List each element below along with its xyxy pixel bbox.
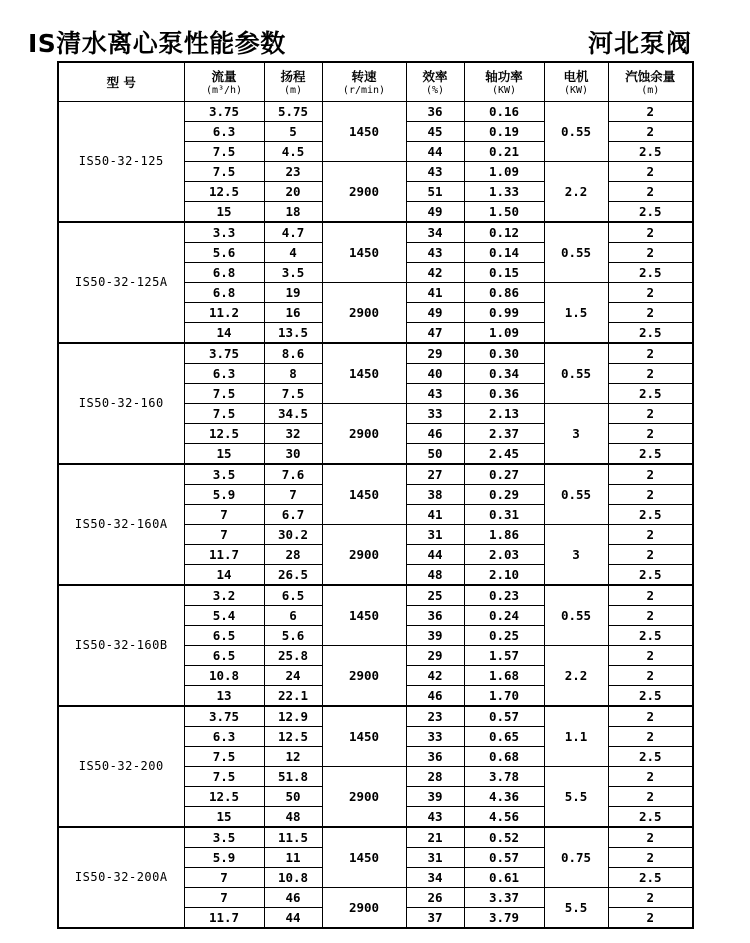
efficiency-cell: 42 (406, 263, 464, 283)
shaft-power-cell: 0.31 (464, 505, 544, 525)
shaft-power-cell: 1.57 (464, 646, 544, 666)
efficiency-cell: 36 (406, 606, 464, 626)
flow-cell: 5.9 (184, 485, 264, 505)
npsh-cell: 2 (608, 485, 693, 505)
column-header (608, 62, 693, 102)
shaft-power-cell: 0.16 (464, 102, 544, 122)
efficiency-cell: 21 (406, 827, 464, 848)
motor-cell: 5.5 (544, 767, 608, 828)
flow-cell: 11.7 (184, 545, 264, 565)
npsh-cell: 2.5 (608, 263, 693, 283)
efficiency-cell: 38 (406, 485, 464, 505)
flow-cell: 7 (184, 525, 264, 545)
efficiency-cell: 27 (406, 464, 464, 485)
efficiency-cell: 51 (406, 182, 464, 202)
head-cell: 23 (264, 162, 322, 182)
efficiency-cell: 28 (406, 767, 464, 787)
pump-performance-table (57, 61, 694, 929)
column-header-label: 流量 (211, 68, 237, 84)
flow-cell: 7 (184, 868, 264, 888)
npsh-cell: 2 (608, 182, 693, 202)
efficiency-cell: 39 (406, 626, 464, 646)
shaft-power-cell: 0.21 (464, 142, 544, 162)
npsh-cell: 2 (608, 222, 693, 243)
motor-cell: 1.1 (544, 706, 608, 767)
shaft-power-cell: 2.37 (464, 424, 544, 444)
shaft-power-cell: 3.78 (464, 767, 544, 787)
motor-cell: 2.2 (544, 162, 608, 223)
brand-name: 河北泵阀 (587, 29, 692, 58)
shaft-power-cell: 0.34 (464, 364, 544, 384)
head-cell: 25.8 (264, 646, 322, 666)
flow-cell: 7.5 (184, 767, 264, 787)
npsh-cell: 2 (608, 404, 693, 424)
head-cell: 10.8 (264, 868, 322, 888)
npsh-cell: 2 (608, 424, 693, 444)
motor-cell: 0.55 (544, 102, 608, 162)
head-cell: 5.6 (264, 626, 322, 646)
flow-cell: 6.5 (184, 626, 264, 646)
efficiency-cell: 43 (406, 807, 464, 828)
flow-cell: 3.3 (184, 222, 264, 243)
shaft-power-cell: 0.61 (464, 868, 544, 888)
flow-cell: 3.75 (184, 343, 264, 364)
flow-cell: 11.2 (184, 303, 264, 323)
table-row (58, 222, 693, 243)
head-cell: 30.2 (264, 525, 322, 545)
npsh-cell: 2 (608, 303, 693, 323)
efficiency-cell: 43 (406, 162, 464, 182)
efficiency-cell: 36 (406, 102, 464, 122)
column-header (58, 62, 184, 102)
head-cell: 11 (264, 848, 322, 868)
npsh-cell: 2 (608, 364, 693, 384)
motor-cell: 5.5 (544, 888, 608, 929)
npsh-cell: 2.5 (608, 142, 693, 162)
table-row (58, 343, 693, 364)
motor-cell: 0.75 (544, 827, 608, 888)
npsh-cell: 2.5 (608, 565, 693, 586)
npsh-cell: 2.5 (608, 747, 693, 767)
column-header-label: 电机 (563, 68, 589, 84)
npsh-cell: 2.5 (608, 384, 693, 404)
flow-cell: 6.3 (184, 727, 264, 747)
flow-cell: 10.8 (184, 666, 264, 686)
column-header-label: 轴功率 (485, 68, 523, 84)
table-body (58, 102, 693, 929)
shaft-power-cell: 0.36 (464, 384, 544, 404)
shaft-power-cell: 1.33 (464, 182, 544, 202)
npsh-cell: 2.5 (608, 505, 693, 525)
model-cell: IS50-32-200A (58, 827, 184, 928)
efficiency-cell: 42 (406, 666, 464, 686)
npsh-cell: 2 (608, 787, 693, 807)
npsh-cell: 2.5 (608, 868, 693, 888)
efficiency-cell: 49 (406, 303, 464, 323)
npsh-cell: 2.5 (608, 626, 693, 646)
efficiency-cell: 44 (406, 142, 464, 162)
head-cell: 22.1 (264, 686, 322, 707)
head-cell: 18 (264, 202, 322, 223)
efficiency-cell: 40 (406, 364, 464, 384)
npsh-cell: 2.5 (608, 807, 693, 828)
flow-cell: 5.9 (184, 848, 264, 868)
shaft-power-cell: 0.86 (464, 283, 544, 303)
flow-cell: 11.7 (184, 908, 264, 929)
column-header (184, 62, 264, 102)
speed-cell: 2900 (322, 767, 406, 828)
speed-cell: 1450 (322, 827, 406, 888)
flow-cell: 12.5 (184, 787, 264, 807)
shaft-power-cell: 4.36 (464, 787, 544, 807)
npsh-cell: 2 (608, 908, 693, 929)
flow-cell: 14 (184, 565, 264, 586)
head-cell: 50 (264, 787, 322, 807)
column-header (322, 62, 406, 102)
shaft-power-cell: 1.09 (464, 162, 544, 182)
shaft-power-cell: 0.65 (464, 727, 544, 747)
flow-cell: 5.4 (184, 606, 264, 626)
head-cell: 34.5 (264, 404, 322, 424)
column-header (264, 62, 322, 102)
speed-cell: 2900 (322, 646, 406, 707)
column-header-unit: (m) (641, 84, 660, 96)
flow-cell: 3.75 (184, 706, 264, 727)
shaft-power-cell: 0.24 (464, 606, 544, 626)
shaft-power-cell: 2.45 (464, 444, 544, 465)
shaft-power-cell: 0.15 (464, 263, 544, 283)
shaft-power-cell: 0.57 (464, 848, 544, 868)
flow-cell: 7.5 (184, 142, 264, 162)
efficiency-cell: 37 (406, 908, 464, 929)
npsh-cell: 2 (608, 848, 693, 868)
head-cell: 51.8 (264, 767, 322, 787)
flow-cell: 7 (184, 888, 264, 908)
head-cell: 30 (264, 444, 322, 465)
npsh-cell: 2 (608, 827, 693, 848)
flow-cell: 3.5 (184, 464, 264, 485)
flow-cell: 15 (184, 807, 264, 828)
efficiency-cell: 31 (406, 525, 464, 545)
head-cell: 6.5 (264, 585, 322, 606)
efficiency-cell: 41 (406, 283, 464, 303)
flow-cell: 12.5 (184, 424, 264, 444)
head-cell: 3.5 (264, 263, 322, 283)
model-cell: IS50-32-125A (58, 222, 184, 343)
flow-cell: 3.5 (184, 827, 264, 848)
column-header-unit: (m) (283, 84, 303, 96)
head-cell: 13.5 (264, 323, 322, 344)
head-cell: 12.9 (264, 706, 322, 727)
shaft-power-cell: 1.68 (464, 666, 544, 686)
speed-cell: 1450 (322, 585, 406, 646)
efficiency-cell: 29 (406, 646, 464, 666)
npsh-cell: 2 (608, 606, 693, 626)
head-cell: 7.5 (264, 384, 322, 404)
column-header-label: 转速 (351, 68, 377, 84)
motor-cell: 3 (544, 404, 608, 465)
speed-cell: 2900 (322, 162, 406, 223)
shaft-power-cell: 2.03 (464, 545, 544, 565)
flow-cell: 6.3 (184, 122, 264, 142)
head-cell: 16 (264, 303, 322, 323)
column-header (544, 62, 608, 102)
head-cell: 11.5 (264, 827, 322, 848)
npsh-cell: 2 (608, 162, 693, 182)
column-header-unit: (r/min) (342, 84, 386, 96)
column-header (406, 62, 464, 102)
speed-cell: 1450 (322, 102, 406, 162)
efficiency-cell: 26 (406, 888, 464, 908)
shaft-power-cell: 0.68 (464, 747, 544, 767)
flow-cell: 6.3 (184, 364, 264, 384)
flow-cell: 12.5 (184, 182, 264, 202)
model-cell: IS50-32-125 (58, 102, 184, 223)
npsh-cell: 2 (608, 888, 693, 908)
motor-cell: 0.55 (544, 343, 608, 404)
shaft-power-cell: 0.29 (464, 485, 544, 505)
column-header-unit: (KW) (563, 84, 589, 96)
shaft-power-cell: 3.79 (464, 908, 544, 929)
shaft-power-cell: 4.56 (464, 807, 544, 828)
shaft-power-cell: 1.86 (464, 525, 544, 545)
head-cell: 4 (264, 243, 322, 263)
model-cell: IS50-32-160 (58, 343, 184, 464)
npsh-cell: 2.5 (608, 444, 693, 465)
npsh-cell: 2 (608, 102, 693, 122)
npsh-cell: 2.5 (608, 686, 693, 707)
flow-cell: 13 (184, 686, 264, 707)
efficiency-cell: 25 (406, 585, 464, 606)
head-cell: 8 (264, 364, 322, 384)
flow-cell: 3.75 (184, 102, 264, 122)
flow-cell: 6.5 (184, 646, 264, 666)
shaft-power-cell: 2.10 (464, 565, 544, 586)
efficiency-cell: 43 (406, 384, 464, 404)
efficiency-cell: 33 (406, 404, 464, 424)
efficiency-cell: 41 (406, 505, 464, 525)
flow-cell: 7.5 (184, 404, 264, 424)
npsh-cell: 2 (608, 727, 693, 747)
head-cell: 8.6 (264, 343, 322, 364)
speed-cell: 2900 (322, 283, 406, 344)
motor-cell: 0.55 (544, 464, 608, 525)
table-row (58, 102, 693, 122)
column-header (464, 62, 544, 102)
head-cell: 46 (264, 888, 322, 908)
head-cell: 24 (264, 666, 322, 686)
efficiency-cell: 48 (406, 565, 464, 586)
npsh-cell: 2 (608, 283, 693, 303)
head-cell: 20 (264, 182, 322, 202)
shaft-power-cell: 3.37 (464, 888, 544, 908)
npsh-cell: 2 (608, 585, 693, 606)
efficiency-cell: 31 (406, 848, 464, 868)
speed-cell: 1450 (322, 343, 406, 404)
motor-cell: 0.55 (544, 222, 608, 283)
flow-cell: 7.5 (184, 384, 264, 404)
shaft-power-cell: 1.70 (464, 686, 544, 707)
speed-cell: 1450 (322, 464, 406, 525)
motor-cell: 2.2 (544, 646, 608, 707)
motor-cell: 0.55 (544, 585, 608, 646)
flow-cell: 7.5 (184, 747, 264, 767)
flow-cell: 6.8 (184, 283, 264, 303)
flow-cell: 6.8 (184, 263, 264, 283)
npsh-cell: 2 (608, 767, 693, 787)
column-header-unit: (KW) (491, 84, 517, 96)
flow-cell: 14 (184, 323, 264, 344)
head-cell: 7.6 (264, 464, 322, 485)
npsh-cell: 2.5 (608, 323, 693, 344)
shaft-power-cell: 0.19 (464, 122, 544, 142)
head-cell: 6 (264, 606, 322, 626)
head-cell: 6.7 (264, 505, 322, 525)
shaft-power-cell: 0.52 (464, 827, 544, 848)
npsh-cell: 2 (608, 343, 693, 364)
efficiency-cell: 46 (406, 424, 464, 444)
shaft-power-cell: 0.25 (464, 626, 544, 646)
table-header-row (58, 62, 693, 102)
shaft-power-cell: 0.14 (464, 243, 544, 263)
page-title: IS清水离心泵性能参数 (28, 29, 286, 58)
head-cell: 5.75 (264, 102, 322, 122)
table-row (58, 585, 693, 606)
shaft-power-cell: 0.30 (464, 343, 544, 364)
column-header-unit: (m³/h) (205, 84, 243, 96)
speed-cell: 2900 (322, 404, 406, 465)
npsh-cell: 2 (608, 525, 693, 545)
npsh-cell: 2 (608, 545, 693, 565)
page-header (28, 24, 692, 60)
flow-cell: 15 (184, 202, 264, 223)
efficiency-cell: 34 (406, 868, 464, 888)
flow-cell: 3.2 (184, 585, 264, 606)
efficiency-cell: 34 (406, 222, 464, 243)
model-cell: IS50-32-200 (58, 706, 184, 827)
efficiency-cell: 49 (406, 202, 464, 223)
npsh-cell: 2 (608, 122, 693, 142)
npsh-cell: 2 (608, 243, 693, 263)
head-cell: 5 (264, 122, 322, 142)
head-cell: 12.5 (264, 727, 322, 747)
head-cell: 26.5 (264, 565, 322, 586)
shaft-power-cell: 0.99 (464, 303, 544, 323)
shaft-power-cell: 0.27 (464, 464, 544, 485)
head-cell: 12 (264, 747, 322, 767)
head-cell: 4.5 (264, 142, 322, 162)
npsh-cell: 2 (608, 464, 693, 485)
head-cell: 4.7 (264, 222, 322, 243)
head-cell: 48 (264, 807, 322, 828)
flow-cell: 7 (184, 505, 264, 525)
flow-cell: 7.5 (184, 162, 264, 182)
speed-cell: 1450 (322, 706, 406, 767)
shaft-power-cell: 1.50 (464, 202, 544, 223)
table-row (58, 706, 693, 727)
head-cell: 19 (264, 283, 322, 303)
head-cell: 28 (264, 545, 322, 565)
npsh-cell: 2.5 (608, 202, 693, 223)
efficiency-cell: 33 (406, 727, 464, 747)
efficiency-cell: 50 (406, 444, 464, 465)
flow-cell: 15 (184, 444, 264, 465)
npsh-cell: 2 (608, 646, 693, 666)
speed-cell: 2900 (322, 525, 406, 586)
npsh-cell: 2 (608, 666, 693, 686)
efficiency-cell: 39 (406, 787, 464, 807)
column-header-unit: (%) (425, 84, 445, 96)
head-cell: 32 (264, 424, 322, 444)
shaft-power-cell: 0.57 (464, 706, 544, 727)
column-header-label: 效率 (422, 68, 448, 84)
efficiency-cell: 44 (406, 545, 464, 565)
speed-cell: 1450 (322, 222, 406, 283)
efficiency-cell: 43 (406, 243, 464, 263)
shaft-power-cell: 0.12 (464, 222, 544, 243)
head-cell: 7 (264, 485, 322, 505)
table-row (58, 464, 693, 485)
efficiency-cell: 23 (406, 706, 464, 727)
column-header-label: 扬程 (280, 68, 306, 84)
head-cell: 44 (264, 908, 322, 929)
npsh-cell: 2 (608, 706, 693, 727)
efficiency-cell: 45 (406, 122, 464, 142)
efficiency-cell: 47 (406, 323, 464, 344)
shaft-power-cell: 0.23 (464, 585, 544, 606)
shaft-power-cell: 2.13 (464, 404, 544, 424)
table-row (58, 827, 693, 848)
efficiency-cell: 29 (406, 343, 464, 364)
flow-cell: 5.6 (184, 243, 264, 263)
speed-cell: 2900 (322, 888, 406, 929)
column-header-label: 型 号 (106, 74, 136, 90)
model-cell: IS50-32-160A (58, 464, 184, 585)
motor-cell: 3 (544, 525, 608, 586)
efficiency-cell: 46 (406, 686, 464, 707)
column-header-label: 汽蚀余量 (625, 68, 676, 84)
efficiency-cell: 36 (406, 747, 464, 767)
motor-cell: 1.5 (544, 283, 608, 344)
shaft-power-cell: 1.09 (464, 323, 544, 344)
model-cell: IS50-32-160B (58, 585, 184, 706)
